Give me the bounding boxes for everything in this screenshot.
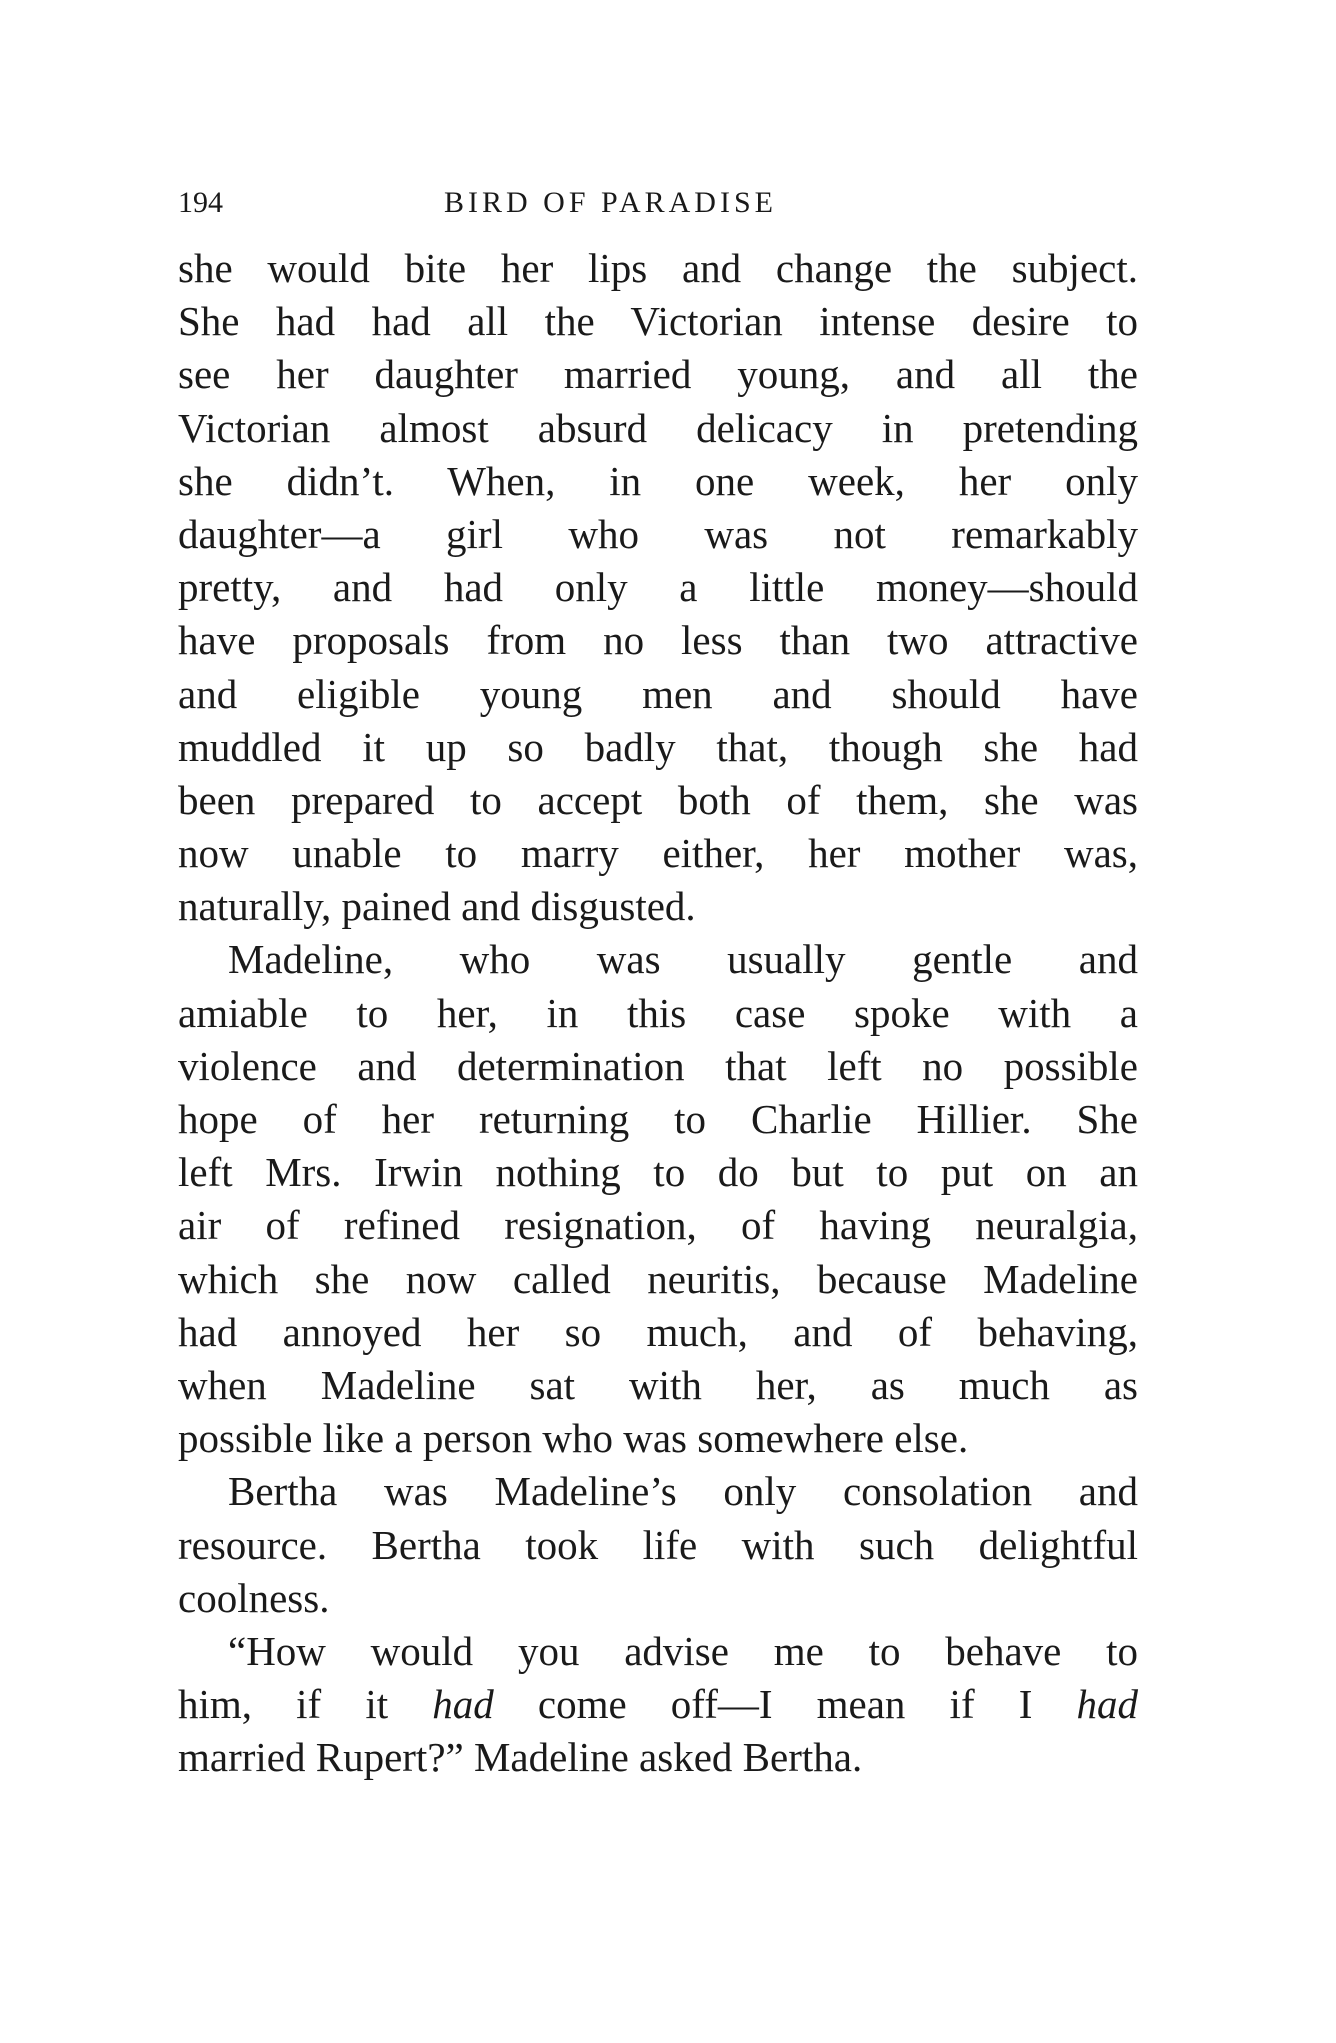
text-line: been prepared to accept both of them, she was (178, 776, 1138, 823)
book-page (178, 186, 1138, 1784)
body-text (178, 242, 1138, 1784)
text-line: pretty, and had only a little money—should (178, 564, 1138, 611)
text-line: resource. Bertha took life with such delightful (178, 1521, 1138, 1568)
text-line: when Madeline sat with her, as much as (178, 1361, 1138, 1408)
text-line: now unable to marry either, her mother was, (178, 830, 1138, 877)
text-line: she would bite her lips and change the subject. (178, 245, 1138, 291)
text-line: naturally, pained and disgusted. (178, 883, 696, 930)
text-line: him, if it had come off—I mean if I had (178, 1681, 1139, 1728)
page-number: 194 (178, 186, 223, 219)
text-line: possible like a person who was somewhere else. (178, 1415, 969, 1462)
text-line: had annoyed her so much, and of behaving, (178, 1308, 1138, 1355)
text-line: violence and determination that left no possible (178, 1042, 1138, 1089)
running-title: BIRD OF PARADISE (444, 186, 777, 219)
text-line: daughter—a girl who was not remarkably (178, 510, 1138, 557)
text-line: left Mrs. Irwin nothing to do but to put on an (178, 1149, 1138, 1196)
text-line: amiable to her, in this case spoke with a (178, 989, 1138, 1036)
text-line: see her daughter married young, and all the (178, 351, 1138, 398)
text-line: muddled it up so badly that, though she had (178, 723, 1138, 770)
text-line: she didn’t. When, in one week, her only (178, 457, 1138, 504)
text-line: air of refined resignation, of having neuralgia, (178, 1202, 1138, 1249)
running-head (178, 186, 1138, 230)
text-line: She had had all the Victorian intense desire to (178, 298, 1138, 345)
text-line: and eligible young men and should have (178, 670, 1138, 717)
text-line: coolness. (178, 1574, 330, 1621)
text-line: “How would you advise me to behave to (228, 1627, 1138, 1674)
text-line: married Rupert?” Madeline asked Bertha. (178, 1734, 863, 1781)
text-line: hope of her returning to Charlie Hillier. She (178, 1096, 1138, 1142)
text-line: have proposals from no less than two attractive (178, 617, 1138, 664)
text-line: Victorian almost absurd delicacy in pretending (178, 404, 1138, 451)
text-line: Madeline, who was usually gentle and (228, 936, 1138, 983)
text-line: which she now called neuritis, because Madeline (178, 1255, 1138, 1302)
text-line: Bertha was Madeline’s only consolation and (228, 1468, 1138, 1515)
